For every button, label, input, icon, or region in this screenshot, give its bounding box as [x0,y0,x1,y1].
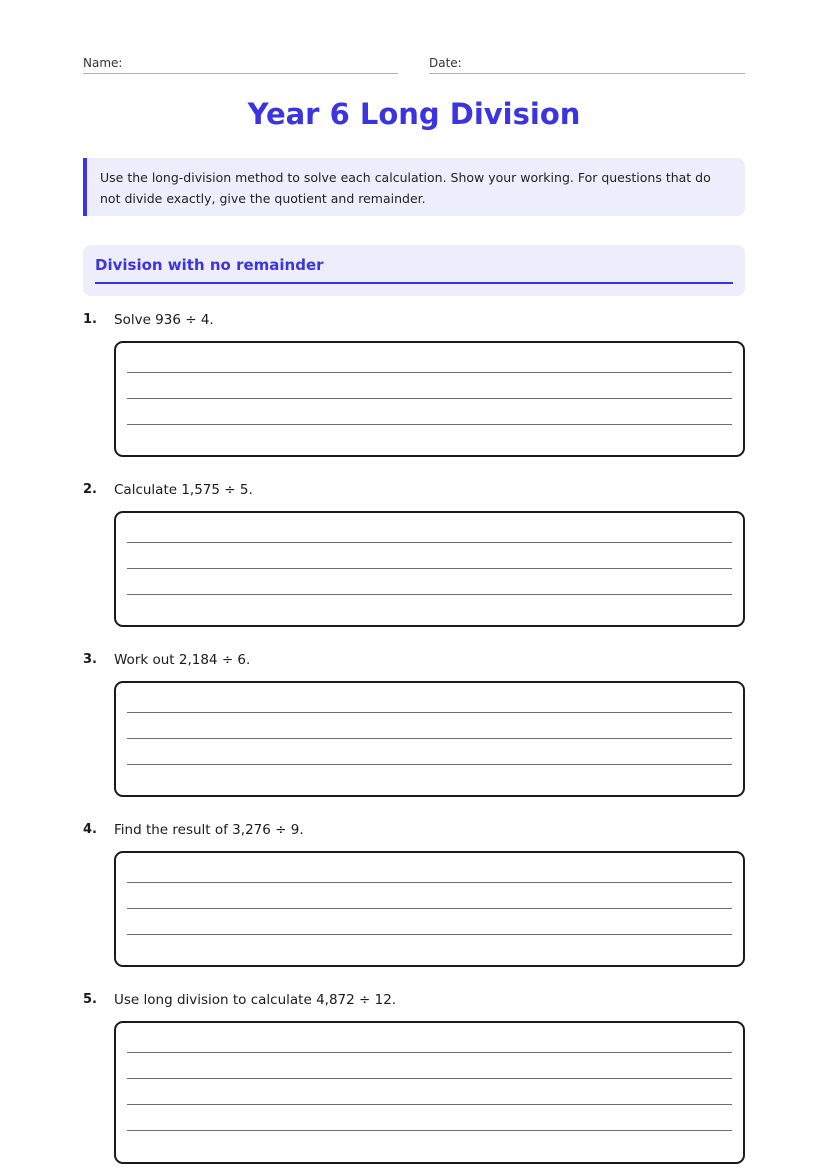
header-fields [83,52,745,74]
answer-line [127,1078,732,1079]
answer-line [127,398,732,399]
answer-line [127,1052,732,1053]
question-number: 5. [83,992,97,1007]
date-field[interactable] [429,52,745,74]
answer-line [127,882,732,883]
question-text: Work out 2,184 ÷ 6. [114,652,251,668]
question-text: Use long division to calculate 4,872 ÷ 12. [114,992,397,1008]
answer-box[interactable] [114,511,745,627]
date-label: Date: [429,56,462,70]
answer-line [127,372,732,373]
answer-line [127,594,732,595]
answer-line [127,424,732,425]
answer-line [127,712,732,713]
answer-box[interactable] [114,341,745,457]
answer-line [127,568,732,569]
name-field[interactable] [83,52,398,74]
instructions-box: Use the long-division method to solve each calculation. Show your working. For questions that do not divide exactly, give the quotient and remainder. [83,158,745,216]
question-number: 1. [83,312,97,327]
question-text: Calculate 1,575 ÷ 5. [114,482,253,498]
answer-line [127,764,732,765]
answer-line [127,1130,732,1131]
answer-line [127,542,732,543]
question-number: 4. [83,822,97,837]
answer-line [127,934,732,935]
answer-line [127,1104,732,1105]
answer-box[interactable] [114,851,745,967]
section-title: Division with no remainder [95,255,733,284]
answer-line [127,738,732,739]
answer-box[interactable] [114,681,745,797]
question-number: 2. [83,482,97,497]
answer-line [127,908,732,909]
question-text: Solve 936 ÷ 4. [114,312,214,328]
question-text: Find the result of 3,276 ÷ 9. [114,822,304,838]
section-header [83,245,745,296]
name-label: Name: [83,56,123,70]
question-number: 3. [83,652,97,667]
answer-box[interactable] [114,1021,745,1164]
page-title: Year 6 Long Division [247,97,581,131]
